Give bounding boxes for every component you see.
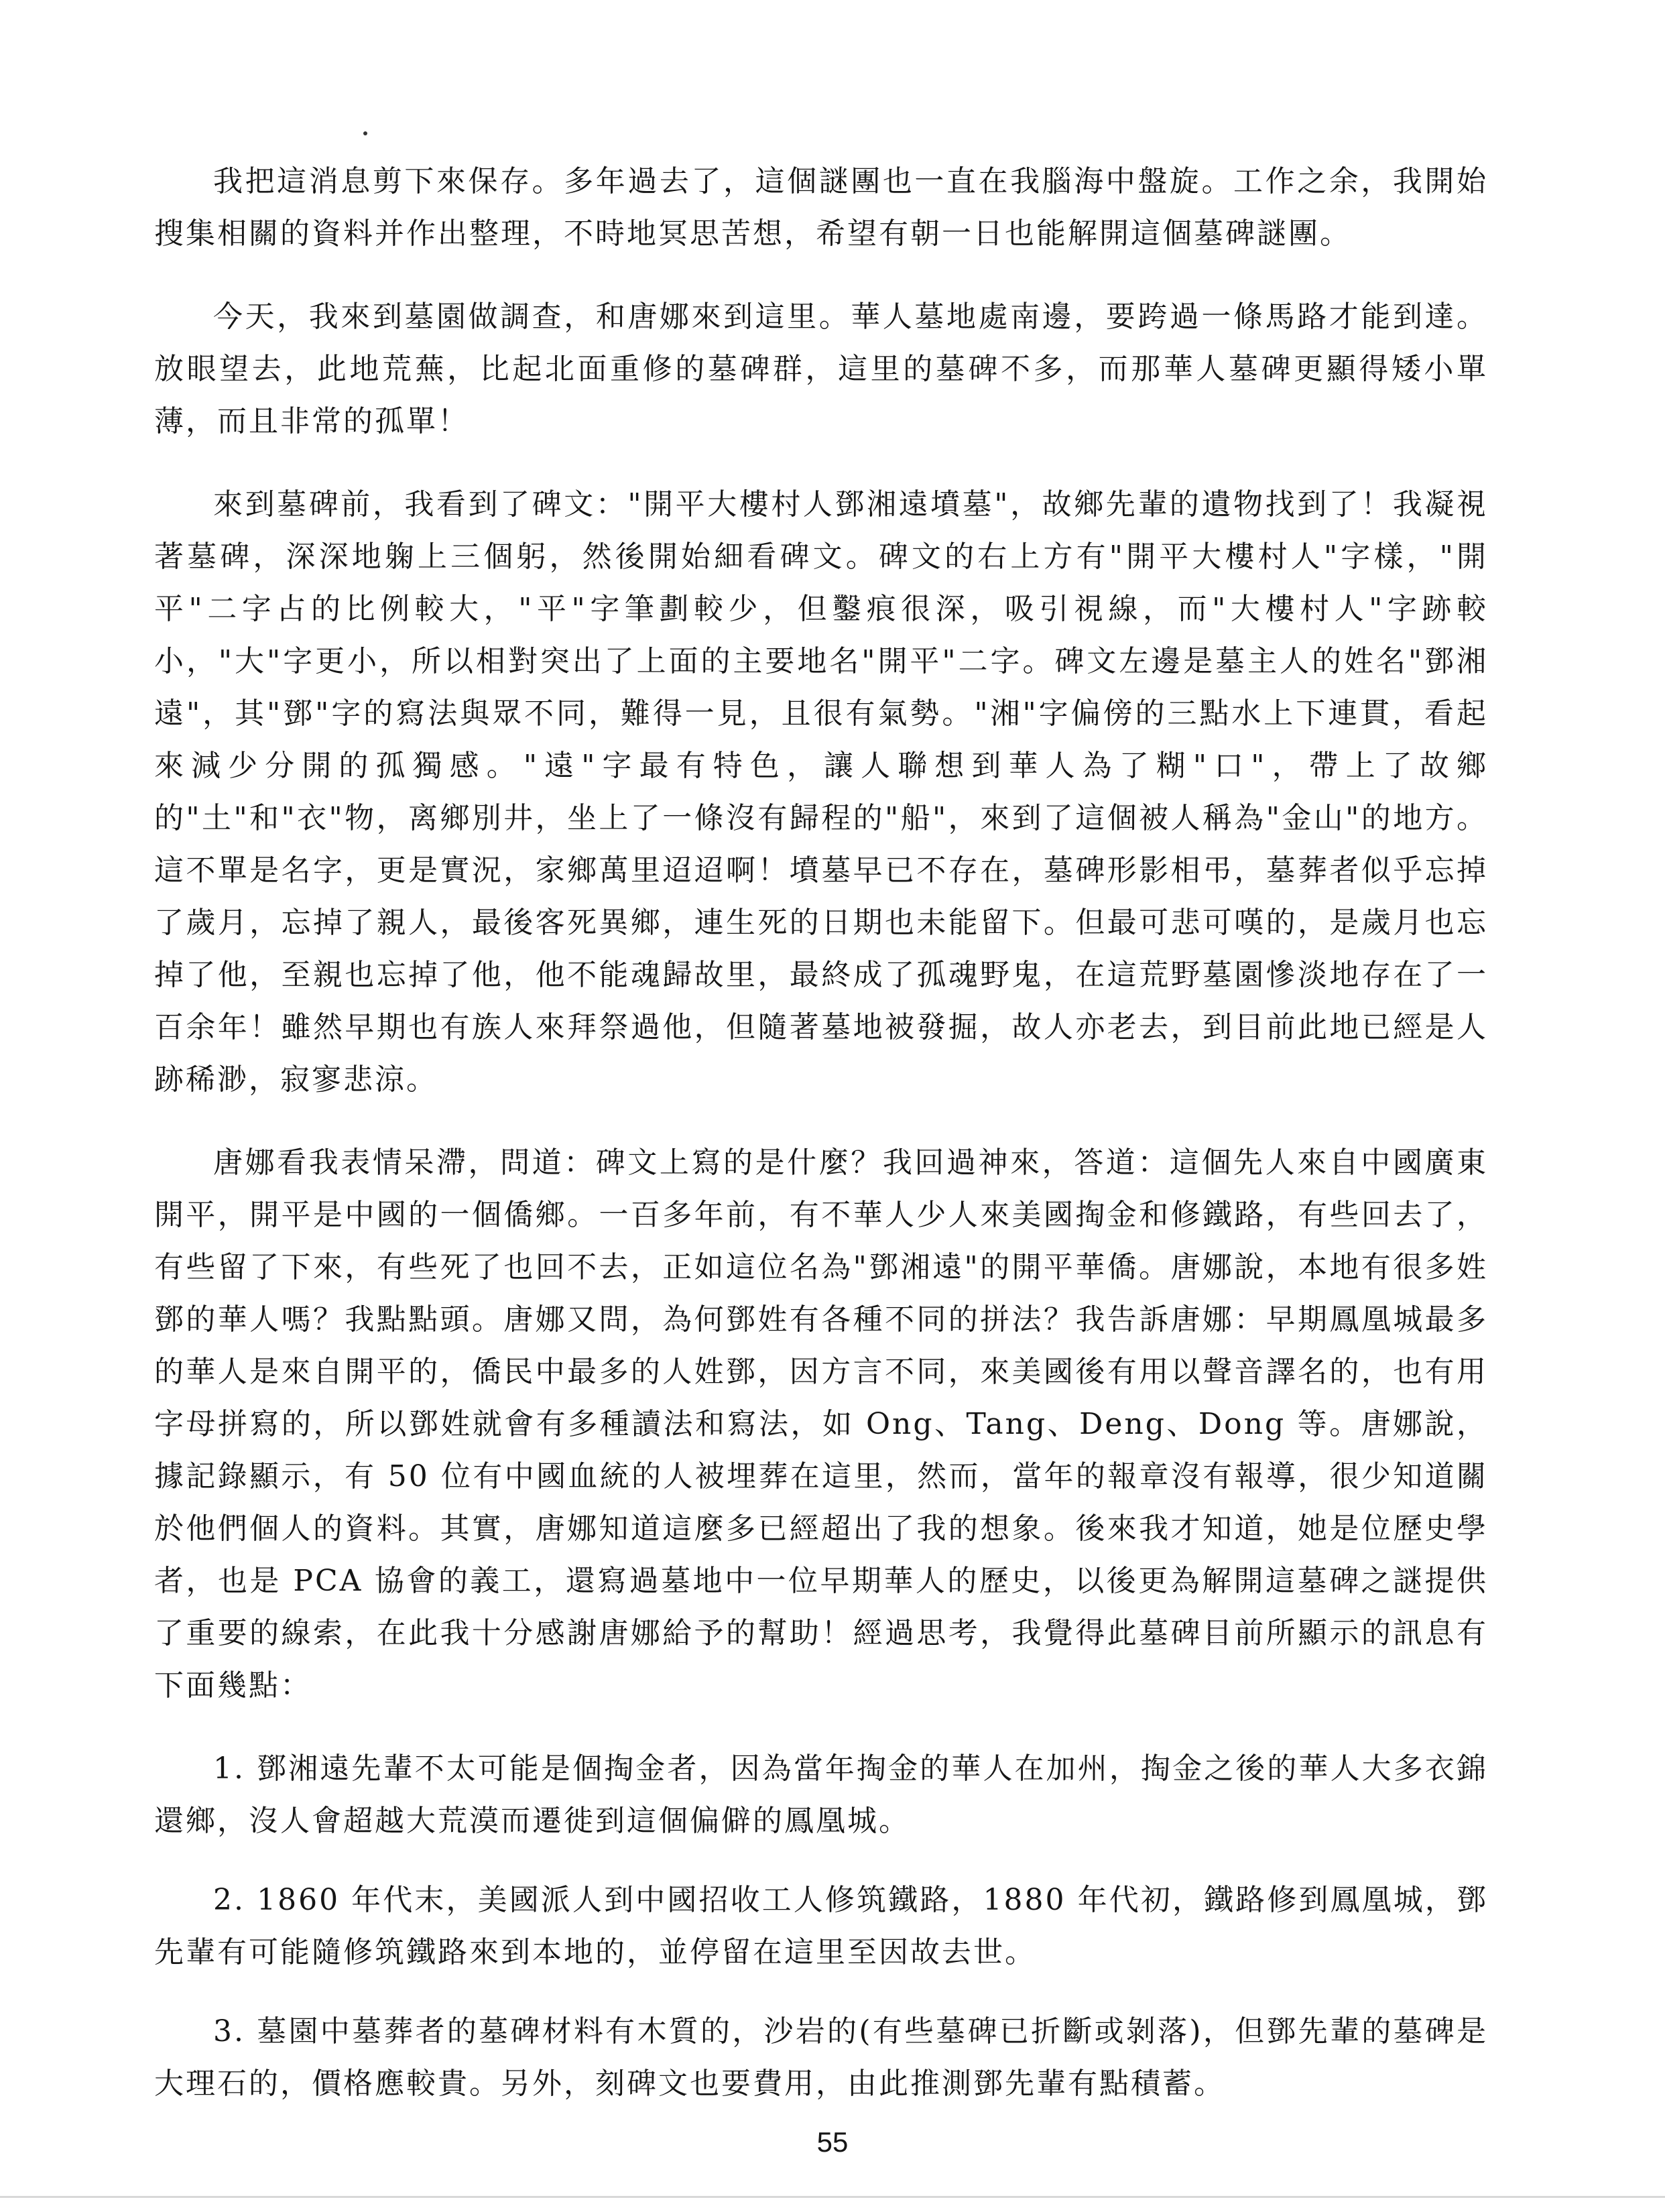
paragraph-inscription: 來到墓碑前，我看到了碑文："開平大樓村人鄧湘遠墳墓"，故鄉先輩的遺物找到了！我凝視著墓碑，深深地躹上三個躬，然後開始細看碑文。碑文的右上方有"開平大樓村人"字樣，"開平"二字占的比例較大，"平"字筆劃較少，但鑿痕很深，吸引視線，而"大樓村人"字跡較小，"大"字更小，所以相對突出了上面的主要地名"開平"二字。碑文左邊是墓主人的姓名"鄧湘遠"，其"鄧"字的寫法與眾不同，難得一見，且很有氣勢。"湘"字偏傍的三點水上下連貫，看起來減少分開的孤獨感。"遠"字最有特色，讓人聯想到華人為了糊"口"，帶上了故鄉的"土"和"衣"物，离鄉別井，坐上了一條沒有歸程的"船"，來到了這個被人稱為"金山"的地方。這不單是名字，更是實況，家鄉萬里迢迢啊！墳墓早已不存在，墓碑形影相弔，墓葬者似乎忘掉了歲月，忘掉了親人，最後客死異鄉，連生死的日期也未能留下。但最可悲可嘆的，是歲月也忘掉了他，至親也忘掉了他，他不能魂歸故里，最終成了孤魂野鬼，在這荒野墓園慘淡地存在了一百余年！雖然早期也有族人來拜祭過他，但隨著墓地被發掘，故人亦老去，到目前此地已經是人跡稀渺，寂寥悲涼。 xyxy=(154,487,1488,1097)
list-item-3: 3. 墓園中墓葬者的墓碑材料有木質的，沙岩的(有些墓碑已折斷或剝落)，但鄧先輩的墓碑是大理石的，價格應較貴。另外，刻碑文也要費用，由此推測鄧先輩有點積蓄。 xyxy=(154,2014,1488,2101)
scan-edge-line xyxy=(0,2196,1665,2198)
scan-speck xyxy=(363,131,367,135)
paragraph-clipping: 我把這消息剪下來保存。多年過去了，這個謎團也一直在我腦海中盤旋。工作之余，我開始搜集相關的資料并作出整理，不時地冥思苦想，希望有朝一日也能解開這個墓碑謎團。 xyxy=(154,164,1488,251)
list-item-1: 1. 鄧湘遠先輩不太可能是個掏金者，因為當年掏金的華人在加州，掏金之後的華人大多衣錦還鄉，沒人會超越大荒漠而遷徙到這個偏僻的鳳凰城。 xyxy=(154,1752,1488,1838)
body-text xyxy=(154,156,1488,2137)
paragraph-cemetery-visit: 今天，我來到墓園做調查，和唐娜來到這里。華人墓地處南邊，要跨過一條馬路才能到達。放眼望去，此地荒蕪，比起北面重修的墓碑群，這里的墓碑不多，而那華人墓碑更顯得矮小單薄，而且非常的孤單！ xyxy=(154,300,1488,438)
page-number: 55 xyxy=(816,2126,849,2158)
list-item-2: 2. 1860 年代末，美國派人到中國招收工人修筑鐵路，1880 年代初，鐵路修到鳳凰城，鄧先輩有可能隨修筑鐵路來到本地的，並停留在這里至因故去世。 xyxy=(154,1883,1488,1969)
paragraph-donna-conversation: 唐娜看我表情呆滯，問道：碑文上寫的是什麼？我回過神來，答道：這個先人來自中國廣東開平，開平是中國的一個僑鄉。一百多年前，有不華人少人來美國掏金和修鐵路，有些回去了，有些留了下來，有些死了也回不去，正如這位名為"鄧湘遠"的開平華僑。唐娜說，本地有很多姓鄧的華人嗎？我點點頭。唐娜又問，為何鄧姓有各種不同的拼法？我告訴唐娜：早期鳳凰城最多的華人是來自開平的，僑民中最多的人姓鄧，因方言不同，來美國後有用以聲音譯名的，也有用字母拼寫的，所以鄧姓就會有多種讀法和寫法，如 Ong、Tang、Deng、Dong 等。唐娜說，據記錄顯示，有 50 位有中國血統的人被埋葬在這里，然而，當年的報章沒有報導，很少知道關於他們個人的資料。其實，唐娜知道這麼多已經超出了我的想象。後來我才知道，她是位歷史學者，也是 PCA 協會的義工，還寫過墓地中一位早期華人的歷史，以後更為解開這墓碑之謎提供了重要的線索，在此我十分感謝唐娜給予的幫助！經過思考，我覺得此墓碑目前所顯示的訊息有下面幾點： xyxy=(154,1146,1488,1703)
